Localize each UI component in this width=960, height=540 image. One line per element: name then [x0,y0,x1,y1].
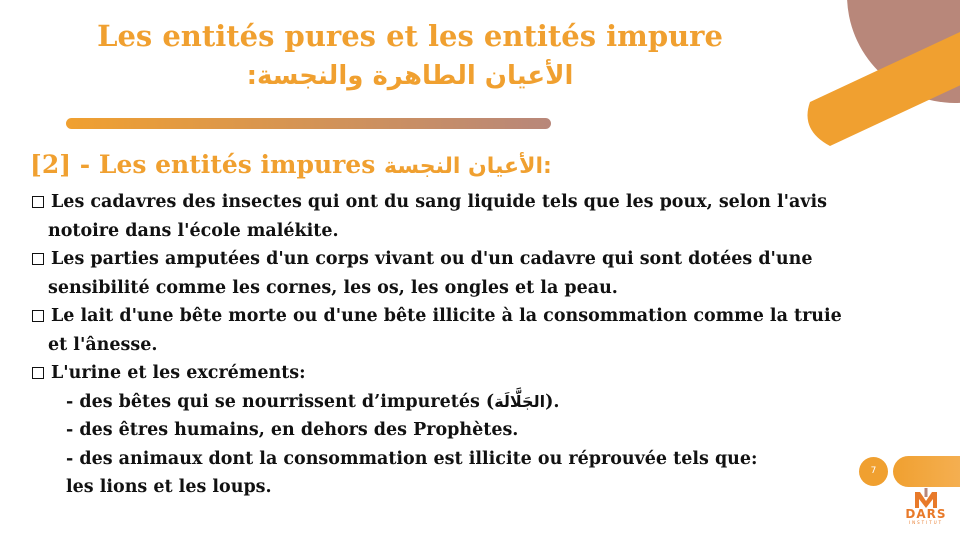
list-item [30,302,935,331]
list-item-line: L'urine et les excréments: [51,363,306,383]
sub-item: - des êtres humains, en dehors des Prophètes. [66,420,519,440]
sub-item-arabic: الجَلَّالَة [494,391,546,411]
checkbox-bullet-icon [32,196,44,208]
page-title: Les entités pures et les entités impure [97,19,723,53]
section-number: [2] [30,150,72,179]
list-item-line: Les parties amputées d'un corps vivant ou d'un cadavre qui sont dotées d'une [51,249,813,269]
sub-item-text-end: ). [545,391,560,412]
section-heading [30,150,552,179]
list-item [30,359,935,388]
content-list [30,188,935,502]
sub-item-continuation: les lions et les loups. [66,477,272,497]
list-item-continuation: notoire dans l'école malékite. [48,220,339,241]
logo-text: DARS [905,507,947,521]
list-item [30,245,935,274]
sub-item-text: - des bêtes qui se nourrissent d’impuretés ( [66,391,495,412]
list-item-line: Le lait d'une bête morte ou d'une bête illicite à la consommation comme la truie [51,306,842,326]
checkbox-bullet-icon [32,367,44,379]
section-dash: - [79,150,91,179]
sub-item [30,388,935,417]
list-item [30,188,935,217]
title-underline [66,118,551,129]
page-title-arabic: الأعيان الطاهرة والنجسة: [246,61,574,91]
dars-logo [896,488,956,538]
list-item-line: Les cadavres des insectes qui ont du sang liquide tels que les poux, selon l'avis [51,192,827,212]
logo-subtext: INSTITUT [908,520,944,525]
checkbox-bullet-icon [32,253,44,265]
title-block [40,14,780,94]
logo-mark-icon [913,488,939,508]
sub-item: - des animaux dont la consommation est illicite ou réprouvée tels que: [66,448,758,469]
list-item-continuation: et l'ânesse. [48,334,158,355]
section-title-arabic: الأعيان النجسة: [384,154,552,179]
list-item-continuation: sensibilité comme les cornes, les os, les ongles et la peau. [48,277,618,298]
page-number: 7 [859,457,888,486]
checkbox-bullet-icon [32,310,44,322]
section-title: Les entités impures [98,150,376,179]
